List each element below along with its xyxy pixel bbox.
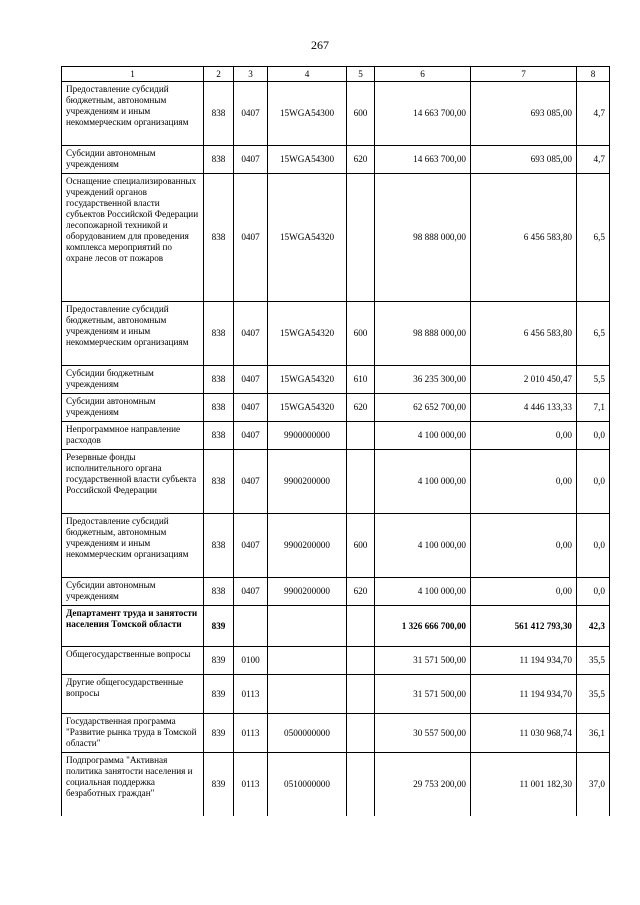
row-executed-amount: 11 194 934,70 [471,647,577,675]
table-row [62,514,610,578]
page-number: 267 [311,38,329,52]
row-percent: 0,0 [577,450,610,514]
row-executed-amount: 693 085,00 [471,82,577,146]
row-section-code: 0407 [234,422,268,450]
row-expense-type [347,675,375,714]
row-section-code: 0100 [234,647,268,675]
row-section-code: 0113 [234,714,268,753]
row-percent: 5,5 [577,366,610,394]
row-planned-amount: 31 571 500,00 [375,647,471,675]
row-planned-amount: 98 888 000,00 [375,302,471,366]
row-percent: 6,5 [577,302,610,366]
row-name: Субсидии автономным учреждениям [62,394,204,422]
row-name: Субсидии автономным учреждениям [62,146,204,174]
row-percent: 42,3 [577,606,610,647]
row-planned-amount: 62 652 700,00 [375,394,471,422]
row-name: Субсидии бюджетным учреждениям [62,366,204,394]
row-expense-type [347,174,375,302]
row-name: Предоставление субсидий бюджетным, автономным учреждениям и иным некоммерческим организациям [62,302,204,366]
row-admin-code: 838 [204,174,234,302]
row-admin-code: 838 [204,394,234,422]
table-row [62,450,610,514]
row-executed-amount: 0,00 [471,422,577,450]
row-executed-amount: 693 085,00 [471,146,577,174]
row-name: Предоставление субсидий бюджетным, автономным учреждениям и иным некоммерческим организациям [62,514,204,578]
row-target-article: 15WGA54320 [268,302,347,366]
row-admin-code: 838 [204,146,234,174]
header-cell: 8 [577,67,610,82]
header-cell: 2 [204,67,234,82]
row-name: Государственная программа "Развитие рынка труда в Томской области" [62,714,204,753]
row-planned-amount: 36 235 300,00 [375,366,471,394]
row-admin-code: 838 [204,82,234,146]
row-percent: 0,0 [577,422,610,450]
row-name: Резервные фонды исполнительного органа государственной власти субъекта Российской Федерации [62,450,204,514]
row-expense-type [347,450,375,514]
row-percent: 36,1 [577,714,610,753]
row-section-code: 0407 [234,366,268,394]
row-percent: 4,7 [577,146,610,174]
row-section-code: 0407 [234,450,268,514]
header-cell: 3 [234,67,268,82]
table-row [62,606,610,647]
header-cell: 7 [471,67,577,82]
row-section-code [234,606,268,647]
row-admin-code: 839 [204,714,234,753]
row-target-article [268,606,347,647]
row-section-code: 0407 [234,302,268,366]
row-expense-type: 600 [347,514,375,578]
row-section-code: 0113 [234,675,268,714]
row-expense-type [347,606,375,647]
row-executed-amount: 6 456 583,80 [471,174,577,302]
row-target-article [268,675,347,714]
row-target-article: 15WGA54300 [268,82,347,146]
row-planned-amount: 98 888 000,00 [375,174,471,302]
row-section-code: 0407 [234,146,268,174]
row-percent: 35,5 [577,675,610,714]
row-admin-code: 838 [204,514,234,578]
row-planned-amount: 14 663 700,00 [375,146,471,174]
row-target-article: 15WGA54300 [268,146,347,174]
table-row [62,302,610,366]
row-name: Общегосударственные вопросы [62,647,204,675]
row-percent: 37,0 [577,753,610,817]
row-planned-amount: 29 753 200,00 [375,753,471,817]
row-target-article: 0500000000 [268,714,347,753]
row-target-article [268,647,347,675]
row-planned-amount: 4 100 000,00 [375,422,471,450]
row-target-article: 0510000000 [268,753,347,817]
table-row [62,647,610,675]
row-planned-amount: 4 100 000,00 [375,578,471,606]
row-target-article: 15WGA54320 [268,174,347,302]
table-row [62,422,610,450]
row-name: Оснащение специализированных учреждений органов государственной власти субъектов Российской Федерации лесопожарной техникой и оборудованием для проведения комплекса мероприятий по охране лесов от пожаров [62,174,204,302]
row-admin-code: 838 [204,302,234,366]
header-cell: 4 [268,67,347,82]
row-target-article: 9900000000 [268,422,347,450]
row-executed-amount: 2 010 450,47 [471,366,577,394]
row-planned-amount: 14 663 700,00 [375,82,471,146]
row-name: Субсидии автономным учреждениям [62,578,204,606]
row-planned-amount: 30 557 500,00 [375,714,471,753]
row-percent: 0,0 [577,578,610,606]
row-percent: 0,0 [577,514,610,578]
row-executed-amount: 11 030 968,74 [471,714,577,753]
row-target-article: 15WGA54320 [268,366,347,394]
row-executed-amount: 6 456 583,80 [471,302,577,366]
row-expense-type: 620 [347,578,375,606]
row-name: Департамент труда и занятости населения Томской области [62,606,204,647]
row-executed-amount: 11 194 934,70 [471,675,577,714]
row-admin-code: 839 [204,753,234,817]
row-planned-amount: 1 326 666 700,00 [375,606,471,647]
row-admin-code: 839 [204,647,234,675]
header-row [62,67,610,82]
row-expense-type [347,647,375,675]
row-admin-code: 838 [204,450,234,514]
row-planned-amount: 4 100 000,00 [375,514,471,578]
row-target-article: 15WGA54320 [268,394,347,422]
table-row [62,366,610,394]
row-executed-amount: 0,00 [471,578,577,606]
row-percent: 7,1 [577,394,610,422]
row-section-code: 0407 [234,394,268,422]
table-row [62,394,610,422]
table-row [62,578,610,606]
table-row [62,174,610,302]
row-expense-type: 600 [347,302,375,366]
table-row [62,714,610,753]
row-executed-amount: 4 446 133,33 [471,394,577,422]
row-executed-amount: 561 412 793,30 [471,606,577,647]
table-row [62,146,610,174]
row-admin-code: 839 [204,606,234,647]
header-cell: 1 [62,67,204,82]
row-section-code: 0113 [234,753,268,817]
row-expense-type: 600 [347,82,375,146]
row-expense-type: 620 [347,394,375,422]
row-executed-amount: 0,00 [471,514,577,578]
row-percent: 35,5 [577,647,610,675]
row-admin-code: 838 [204,366,234,394]
header-cell: 5 [347,67,375,82]
row-name: Подпрограмма "Активная политика занятости населения и социальная поддержка безработных граждан" [62,753,204,817]
row-target-article: 9900200000 [268,450,347,514]
table-row [62,753,610,817]
row-section-code: 0407 [234,174,268,302]
table-row [62,675,610,714]
row-expense-type [347,714,375,753]
row-percent: 6,5 [577,174,610,302]
row-executed-amount: 11 001 182,30 [471,753,577,817]
budget-table [61,66,610,816]
row-admin-code: 838 [204,422,234,450]
table-row [62,82,610,146]
row-expense-type [347,422,375,450]
row-expense-type [347,753,375,817]
row-planned-amount: 31 571 500,00 [375,675,471,714]
row-admin-code: 838 [204,578,234,606]
row-admin-code: 839 [204,675,234,714]
row-executed-amount: 0,00 [471,450,577,514]
row-expense-type: 620 [347,146,375,174]
row-name: Непрограммное направление расходов [62,422,204,450]
row-target-article: 9900200000 [268,514,347,578]
row-section-code: 0407 [234,578,268,606]
row-section-code: 0407 [234,82,268,146]
row-planned-amount: 4 100 000,00 [375,450,471,514]
row-expense-type: 610 [347,366,375,394]
row-name: Другие общегосударственные вопросы [62,675,204,714]
row-target-article: 9900200000 [268,578,347,606]
row-section-code: 0407 [234,514,268,578]
header-cell: 6 [375,67,471,82]
row-percent: 4,7 [577,82,610,146]
row-name: Предоставление субсидий бюджетным, автономным учреждениям и иным некоммерческим организациям [62,82,204,146]
